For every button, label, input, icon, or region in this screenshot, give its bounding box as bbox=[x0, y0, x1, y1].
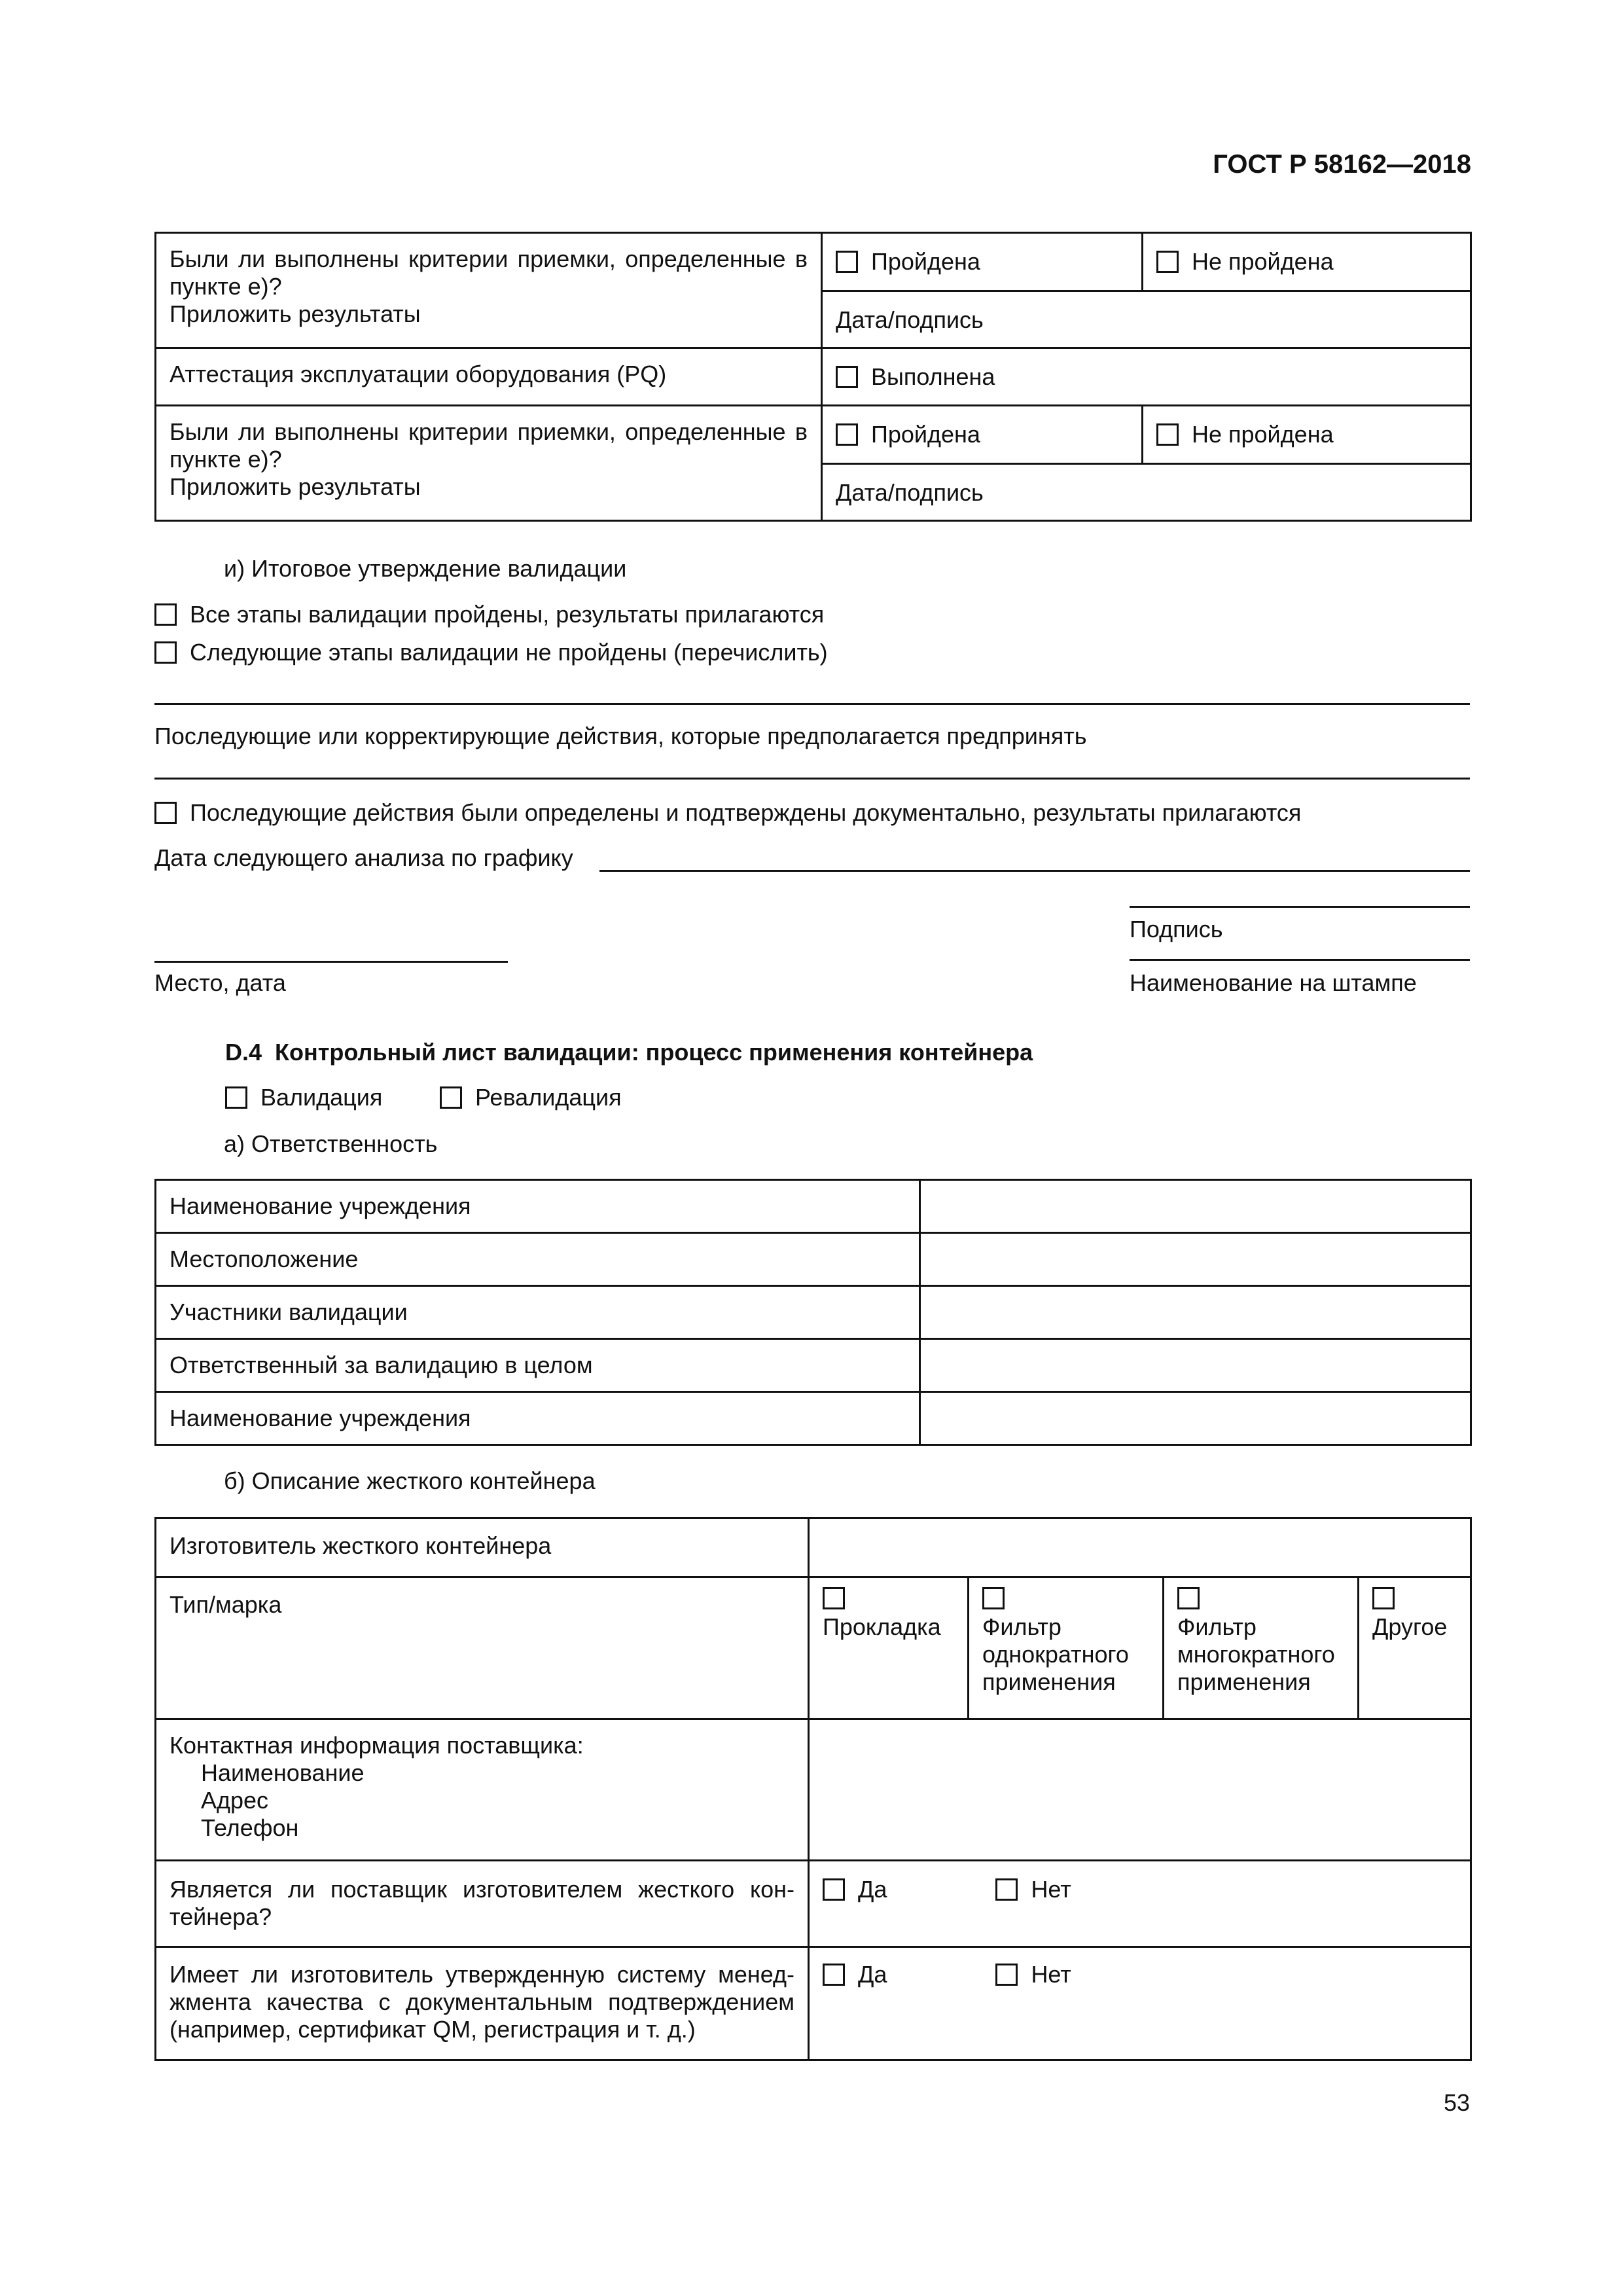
pass-checkbox[interactable] bbox=[836, 251, 858, 273]
fail-cell[interactable] bbox=[1143, 233, 1471, 291]
container-description-heading: б) Описание жесткого контейнера bbox=[224, 1467, 596, 1494]
acceptance-question-cell bbox=[156, 233, 822, 348]
stamp-name-line[interactable] bbox=[1130, 959, 1470, 961]
section-number: D.4 bbox=[225, 1039, 262, 1066]
date-signature-label: Дата/подпись bbox=[836, 479, 984, 506]
supplier-is-manufacturer-question bbox=[156, 1861, 809, 1947]
supplier-phone-label: Телефон bbox=[201, 1814, 299, 1841]
responsibility-value-cell[interactable] bbox=[920, 1339, 1471, 1392]
pass-cell[interactable] bbox=[822, 406, 1143, 464]
gasket-label: Прокладка bbox=[823, 1613, 941, 1640]
followup-confirmed-label: Последующие действия были определены и подтверждены документально, результаты прилагаются bbox=[190, 799, 1302, 826]
supplier-name-label: Наименование bbox=[201, 1759, 365, 1786]
yes-label: Да bbox=[858, 1961, 887, 1988]
supplier-contact-label: Контактная информация поставщика: bbox=[169, 1732, 584, 1759]
final-approval-heading: и) Итоговое утверждение валидации bbox=[224, 555, 627, 582]
pass-checkbox[interactable] bbox=[836, 423, 858, 446]
option-all-passed[interactable] bbox=[154, 601, 824, 628]
yes-checkbox[interactable] bbox=[823, 1878, 845, 1901]
pq-label: Аттестация эксплуатации оборудования (PQ) bbox=[169, 361, 667, 387]
supplier-contact-value-cell[interactable] bbox=[809, 1719, 1471, 1861]
validation-label: Валидация bbox=[260, 1084, 383, 1111]
other-checkbox[interactable] bbox=[1372, 1587, 1395, 1609]
yes-option[interactable] bbox=[823, 1876, 887, 1903]
validation-checkbox[interactable] bbox=[225, 1086, 247, 1109]
acceptance-question: Были ли выполнены критерии приемки, определенные в пункте е)? bbox=[169, 245, 808, 300]
stamp-name-label: Наименование на штампе bbox=[1130, 969, 1417, 996]
responsibility-value-cell[interactable] bbox=[920, 1180, 1471, 1233]
all-passed-checkbox[interactable] bbox=[154, 603, 177, 626]
date-signature-cell[interactable] bbox=[822, 464, 1471, 521]
manufacturer-value-cell[interactable] bbox=[809, 1518, 1471, 1577]
done-checkbox[interactable] bbox=[836, 366, 858, 388]
responsibility-label: Наименование учреждения bbox=[156, 1180, 920, 1233]
gasket-checkbox[interactable] bbox=[823, 1587, 845, 1609]
yes-label: Да bbox=[858, 1876, 887, 1903]
fail-checkbox[interactable] bbox=[1156, 423, 1179, 446]
responsibility-label: Местоположение bbox=[156, 1233, 920, 1286]
not-passed-label: Следующие этапы валидации не пройдены (перечислить) bbox=[190, 639, 828, 666]
revalidation-label: Ревалидация bbox=[475, 1084, 622, 1111]
followup-confirmed-checkbox[interactable] bbox=[154, 802, 177, 824]
pass-label: Пройдена bbox=[871, 248, 980, 275]
date-signature-cell[interactable] bbox=[822, 291, 1471, 348]
responsibility-table bbox=[154, 1179, 1472, 1446]
other-label: Другое bbox=[1372, 1613, 1448, 1640]
type-option-single-use-filter[interactable] bbox=[969, 1577, 1164, 1719]
single-use-filter-label: Фильтр однократного применения bbox=[982, 1613, 1129, 1695]
attach-results-note: Приложить результаты bbox=[169, 300, 421, 327]
date-signature-label: Дата/подпись bbox=[836, 306, 984, 333]
fail-label: Не пройдена bbox=[1192, 248, 1334, 275]
no-label: Нет bbox=[1031, 1876, 1071, 1903]
fail-checkbox[interactable] bbox=[1156, 251, 1179, 273]
place-date-label: Место, дата bbox=[154, 969, 286, 996]
yes-checkbox[interactable] bbox=[823, 1964, 845, 1986]
signature-line[interactable] bbox=[1130, 906, 1470, 908]
followup-actions-label: Последующие или корректирующие действия, которые предполагается предпринять bbox=[154, 723, 1087, 749]
done-label: Выполнена bbox=[871, 363, 995, 390]
responsibility-label: Участники валидации bbox=[156, 1286, 920, 1339]
next-analysis-date-line[interactable] bbox=[599, 870, 1470, 872]
signature-label: Подпись bbox=[1130, 916, 1223, 942]
fail-label: Не пройдена bbox=[1192, 421, 1334, 448]
yes-option[interactable] bbox=[823, 1961, 887, 1988]
pq-done-cell[interactable] bbox=[822, 348, 1471, 406]
fail-cell[interactable] bbox=[1143, 406, 1471, 464]
type-label: Тип/марка bbox=[156, 1577, 809, 1719]
all-passed-label: Все этапы валидации пройдены, результаты прилагаются bbox=[190, 601, 825, 628]
supplier-is-manufacturer-answer bbox=[809, 1861, 1471, 1947]
section-d4-heading bbox=[225, 1039, 1033, 1066]
container-table bbox=[154, 1517, 1472, 2061]
single-use-filter-checkbox[interactable] bbox=[982, 1587, 1005, 1609]
quality-system-question bbox=[156, 1947, 809, 2060]
question-text: Имеет ли изготовитель утвержденную систему менед-жмента качества с документальным подтверждением (например, сертификат QM, регистрация и т. д.) bbox=[169, 1961, 794, 2043]
revalidation-option[interactable] bbox=[440, 1084, 622, 1111]
attach-results-note: Приложить результаты bbox=[169, 473, 421, 500]
place-date-line[interactable] bbox=[154, 961, 508, 963]
page-number: 53 bbox=[1443, 2089, 1470, 2116]
manufacturer-label: Изготовитель жесткого контейнера bbox=[156, 1518, 809, 1577]
followup-actions-line[interactable] bbox=[154, 778, 1470, 780]
acceptance-question-cell bbox=[156, 406, 822, 521]
responsibility-value-cell[interactable] bbox=[920, 1233, 1471, 1286]
revalidation-checkbox[interactable] bbox=[440, 1086, 462, 1109]
responsibility-value-cell[interactable] bbox=[920, 1392, 1471, 1445]
no-checkbox[interactable] bbox=[995, 1964, 1018, 1986]
question-text: Является ли поставщик изготовителем жесткого кон-тейнера? bbox=[169, 1876, 794, 1930]
no-option[interactable] bbox=[995, 1876, 1071, 1903]
no-label: Нет bbox=[1031, 1961, 1071, 1988]
responsibility-label: Наименование учреждения bbox=[156, 1392, 920, 1445]
pass-label: Пройдена bbox=[871, 421, 980, 448]
acceptance-table bbox=[154, 232, 1472, 522]
not-passed-checkbox[interactable] bbox=[154, 641, 177, 664]
option-followup-confirmed[interactable] bbox=[154, 799, 1301, 827]
responsibility-heading: а) Ответственность bbox=[224, 1130, 438, 1157]
option-not-passed[interactable] bbox=[154, 639, 828, 666]
section-title: Контрольный лист валидации: процесс применения контейнера bbox=[275, 1039, 1033, 1066]
supplier-address-label: Адрес bbox=[201, 1787, 269, 1814]
pass-cell[interactable] bbox=[822, 233, 1143, 291]
responsibility-value-cell[interactable] bbox=[920, 1286, 1471, 1339]
not-passed-list-line[interactable] bbox=[154, 703, 1470, 705]
type-option-other[interactable] bbox=[1359, 1577, 1471, 1719]
type-option-reusable-filter[interactable] bbox=[1164, 1577, 1359, 1719]
pq-label-cell bbox=[156, 348, 822, 406]
no-checkbox[interactable] bbox=[995, 1878, 1018, 1901]
quality-system-answer bbox=[809, 1947, 1471, 2060]
reusable-filter-checkbox[interactable] bbox=[1177, 1587, 1200, 1609]
type-option-gasket[interactable] bbox=[809, 1577, 969, 1719]
no-option[interactable] bbox=[995, 1961, 1071, 1988]
responsibility-label: Ответственный за валидацию в целом bbox=[156, 1339, 920, 1392]
validation-option[interactable] bbox=[225, 1084, 382, 1111]
supplier-contact-cell bbox=[156, 1719, 809, 1861]
acceptance-question: Были ли выполнены критерии приемки, определенные в пункте е)? bbox=[169, 418, 808, 473]
next-analysis-date-label: Дата следующего анализа по графику bbox=[154, 844, 573, 871]
document-number: ГОСТ Р 58162—2018 bbox=[1213, 150, 1471, 179]
reusable-filter-label: Фильтр многократного применения bbox=[1177, 1613, 1335, 1695]
